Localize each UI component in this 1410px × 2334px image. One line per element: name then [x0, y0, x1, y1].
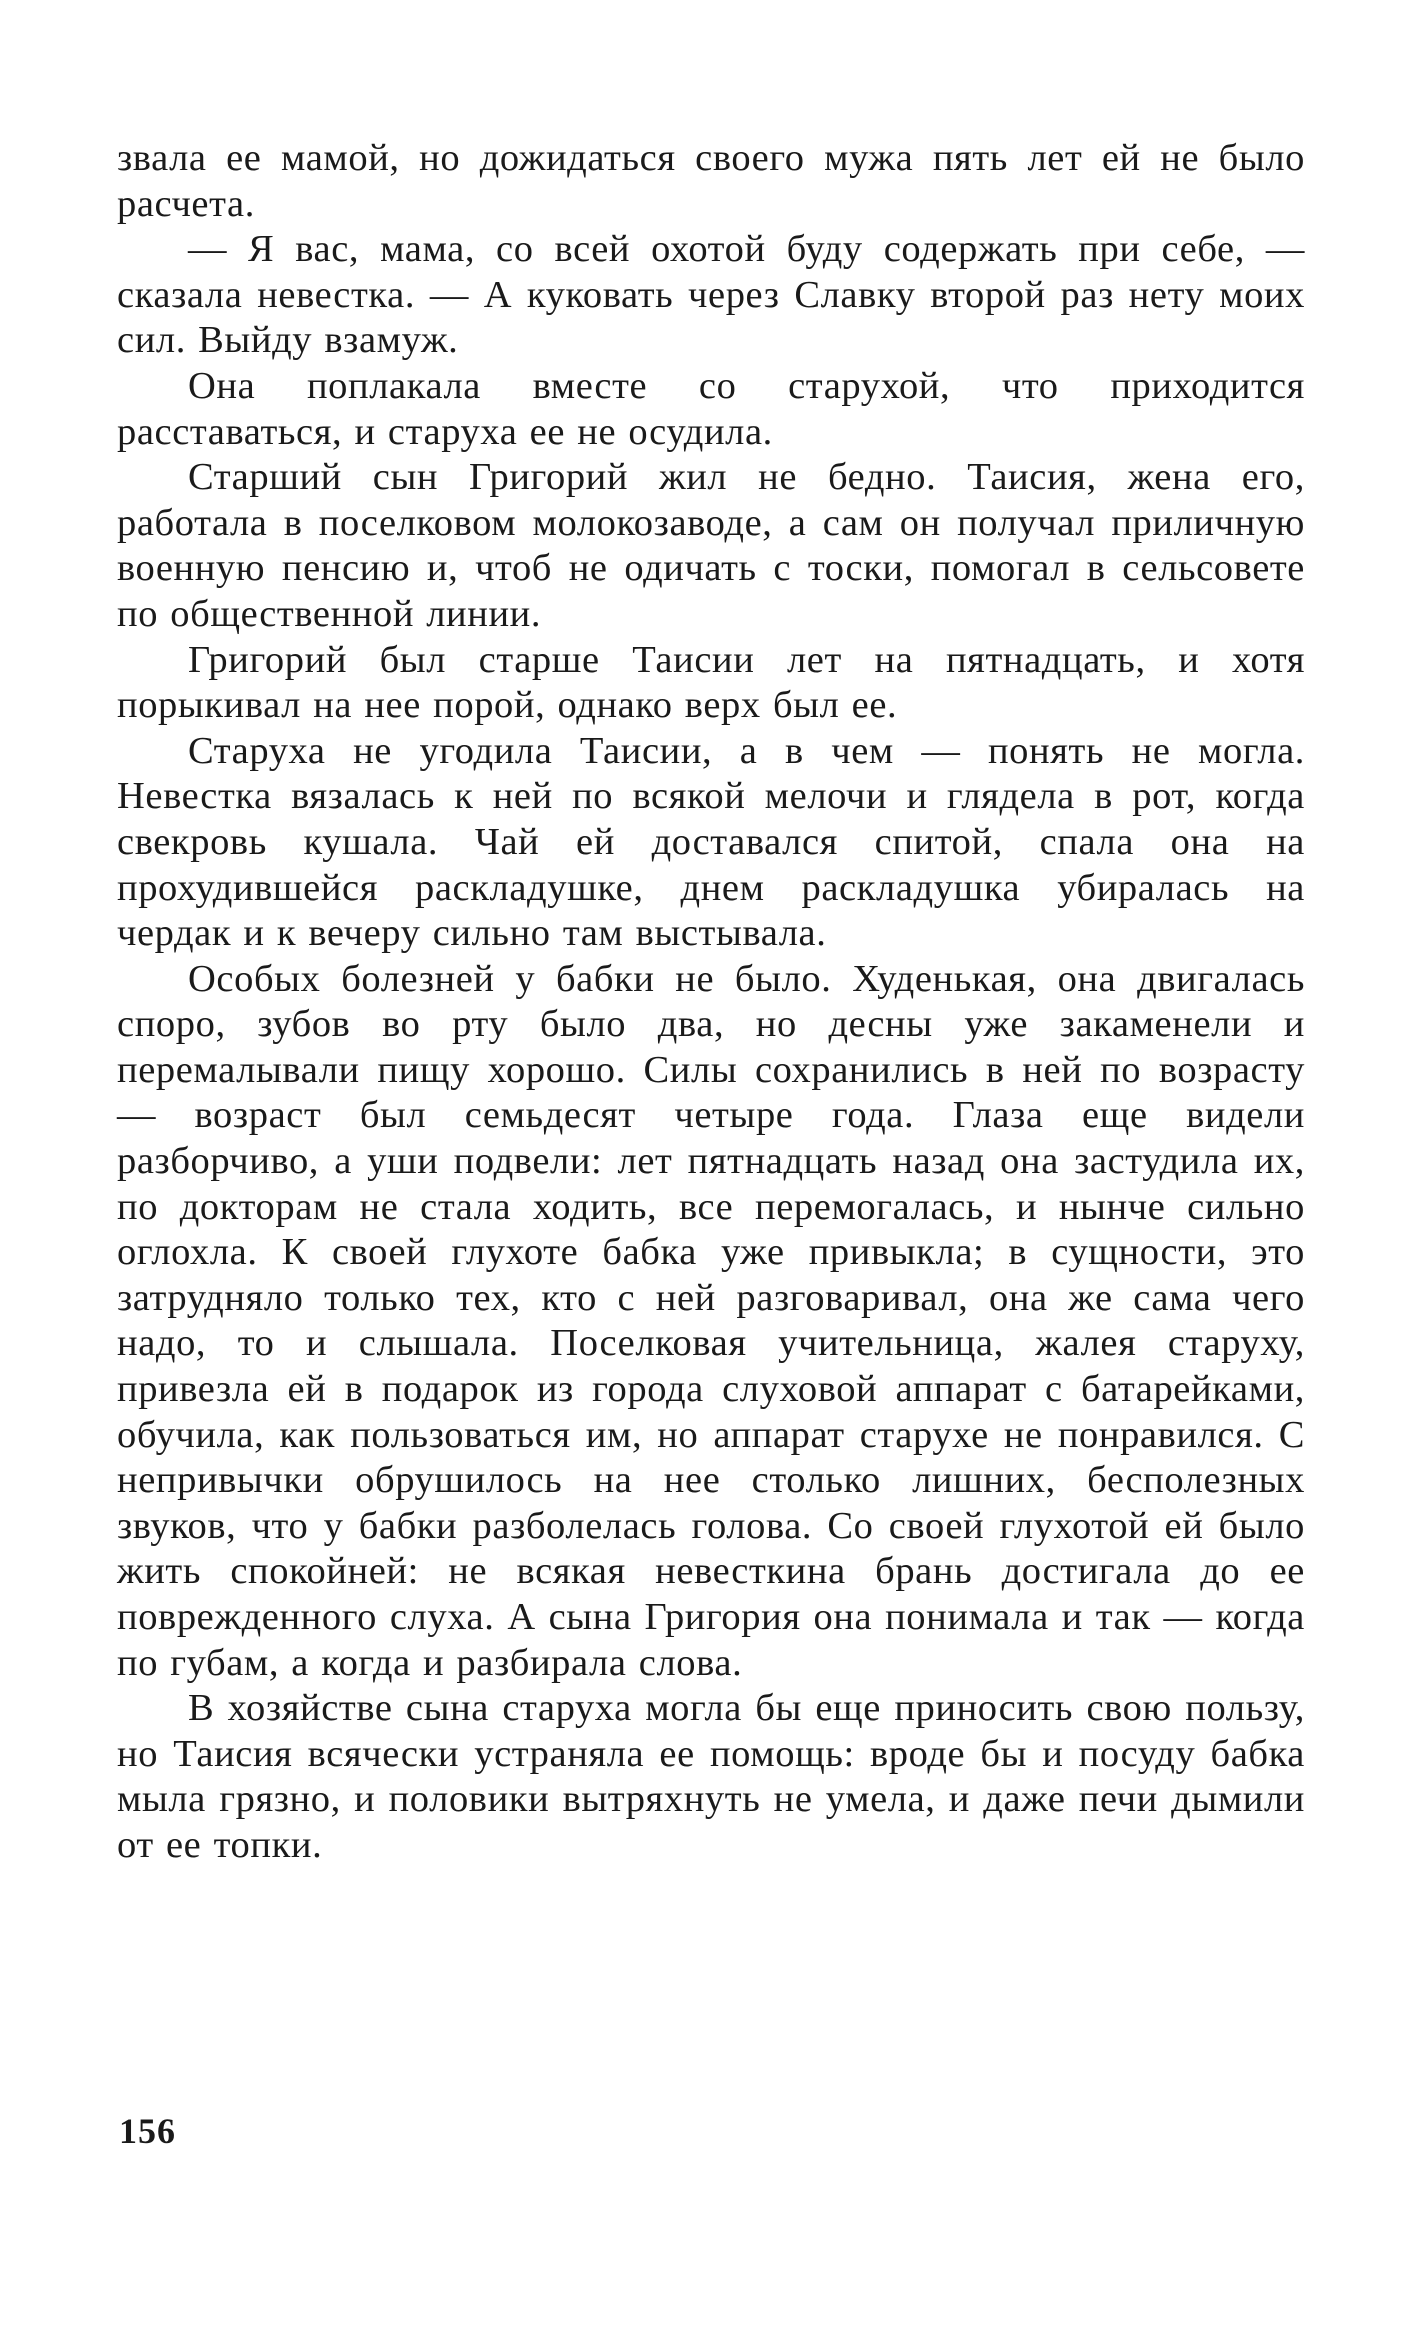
paragraph-7: Особых болезней у бабки не было. Худенькая, она двигалась споро, зубов во рту было два, но десны уже закаменели и перемалывали пищу хорошо. Силы сохранились в ней по возрасту — возраст был семьдесят четыре года. Глаза еще видели разборчиво, а уши подвели: лет пятнадцать назад она застудила их, по докторам не стала ходить, все перемогалась, и нынче сильно оглохла. К своей глухоте бабка уже привыкла; в сущности, это затрудняло только тех, кто с ней разговаривал, она же сама чего надо, то и слышала. Поселковая учительница, жалея старуху, привезла ей в подарок из города слуховой аппарат с батарейками, обучила, как пользоваться им, но аппарат старухе не понравился. С непривычки обрушилось на нее столько лишних, бесполезных звуков, что у бабки разболелась голова. Со своей глухотой ей было жить спокойней: не всякая невесткина брань достигала до ее поврежденного слуха. А сына Григория она понимала и так — когда по губам, а когда и разбирала слова.: [117, 957, 1305, 1684]
paragraph-4: Старший сын Григорий жил не бедно. Таисия, жена его, работала в поселковом молокозаводе, а сам он получал приличную военную пенсию и, чтоб не одичать с тоски, помогал в сельсовете по общественной линии.: [117, 456, 1305, 635]
paragraph-8: В хозяйстве сына старуха могла бы еще приносить свою пользу, но Таисия всячески устраняла ее помощь: вроде бы и посуду бабка мыла грязно, и половики вытряхнуть не умела, и даже печи дымили от ее топки.: [117, 1687, 1305, 1866]
paragraph-3: Она поплакала вместе со старухой, что приходится расставаться, и старуха ее не осудила.: [117, 364, 1305, 453]
paragraph-5: Григорий был старше Таисии лет на пятнадцать, и хотя порыкивал на нее порой, однако верх был ее.: [117, 638, 1305, 727]
paragraph-1: звала ее мамой, но дожидаться своего мужа пять лет ей не было расчета.: [117, 137, 1305, 225]
page-number: 156: [119, 2111, 176, 2151]
text-body: [117, 136, 1305, 1869]
paragraph-2: — Я вас, мама, со всей охотой буду содержать при себе, — сказала невестка. — А куковать через Славку второй раз нету моих сил. Выйду взамуж.: [117, 228, 1305, 362]
paragraph-6: Старуха не угодила Таисии, а в чем — понять не могла. Невестка вязалась к ней по всякой мелочи и глядела в рот, когда свекровь кушала. Чай ей доставался спитой, спала она на прохудившейся раскладушке, днем раскладушка убиралась на чердак и к вечеру сильно там выстывала.: [117, 729, 1305, 955]
